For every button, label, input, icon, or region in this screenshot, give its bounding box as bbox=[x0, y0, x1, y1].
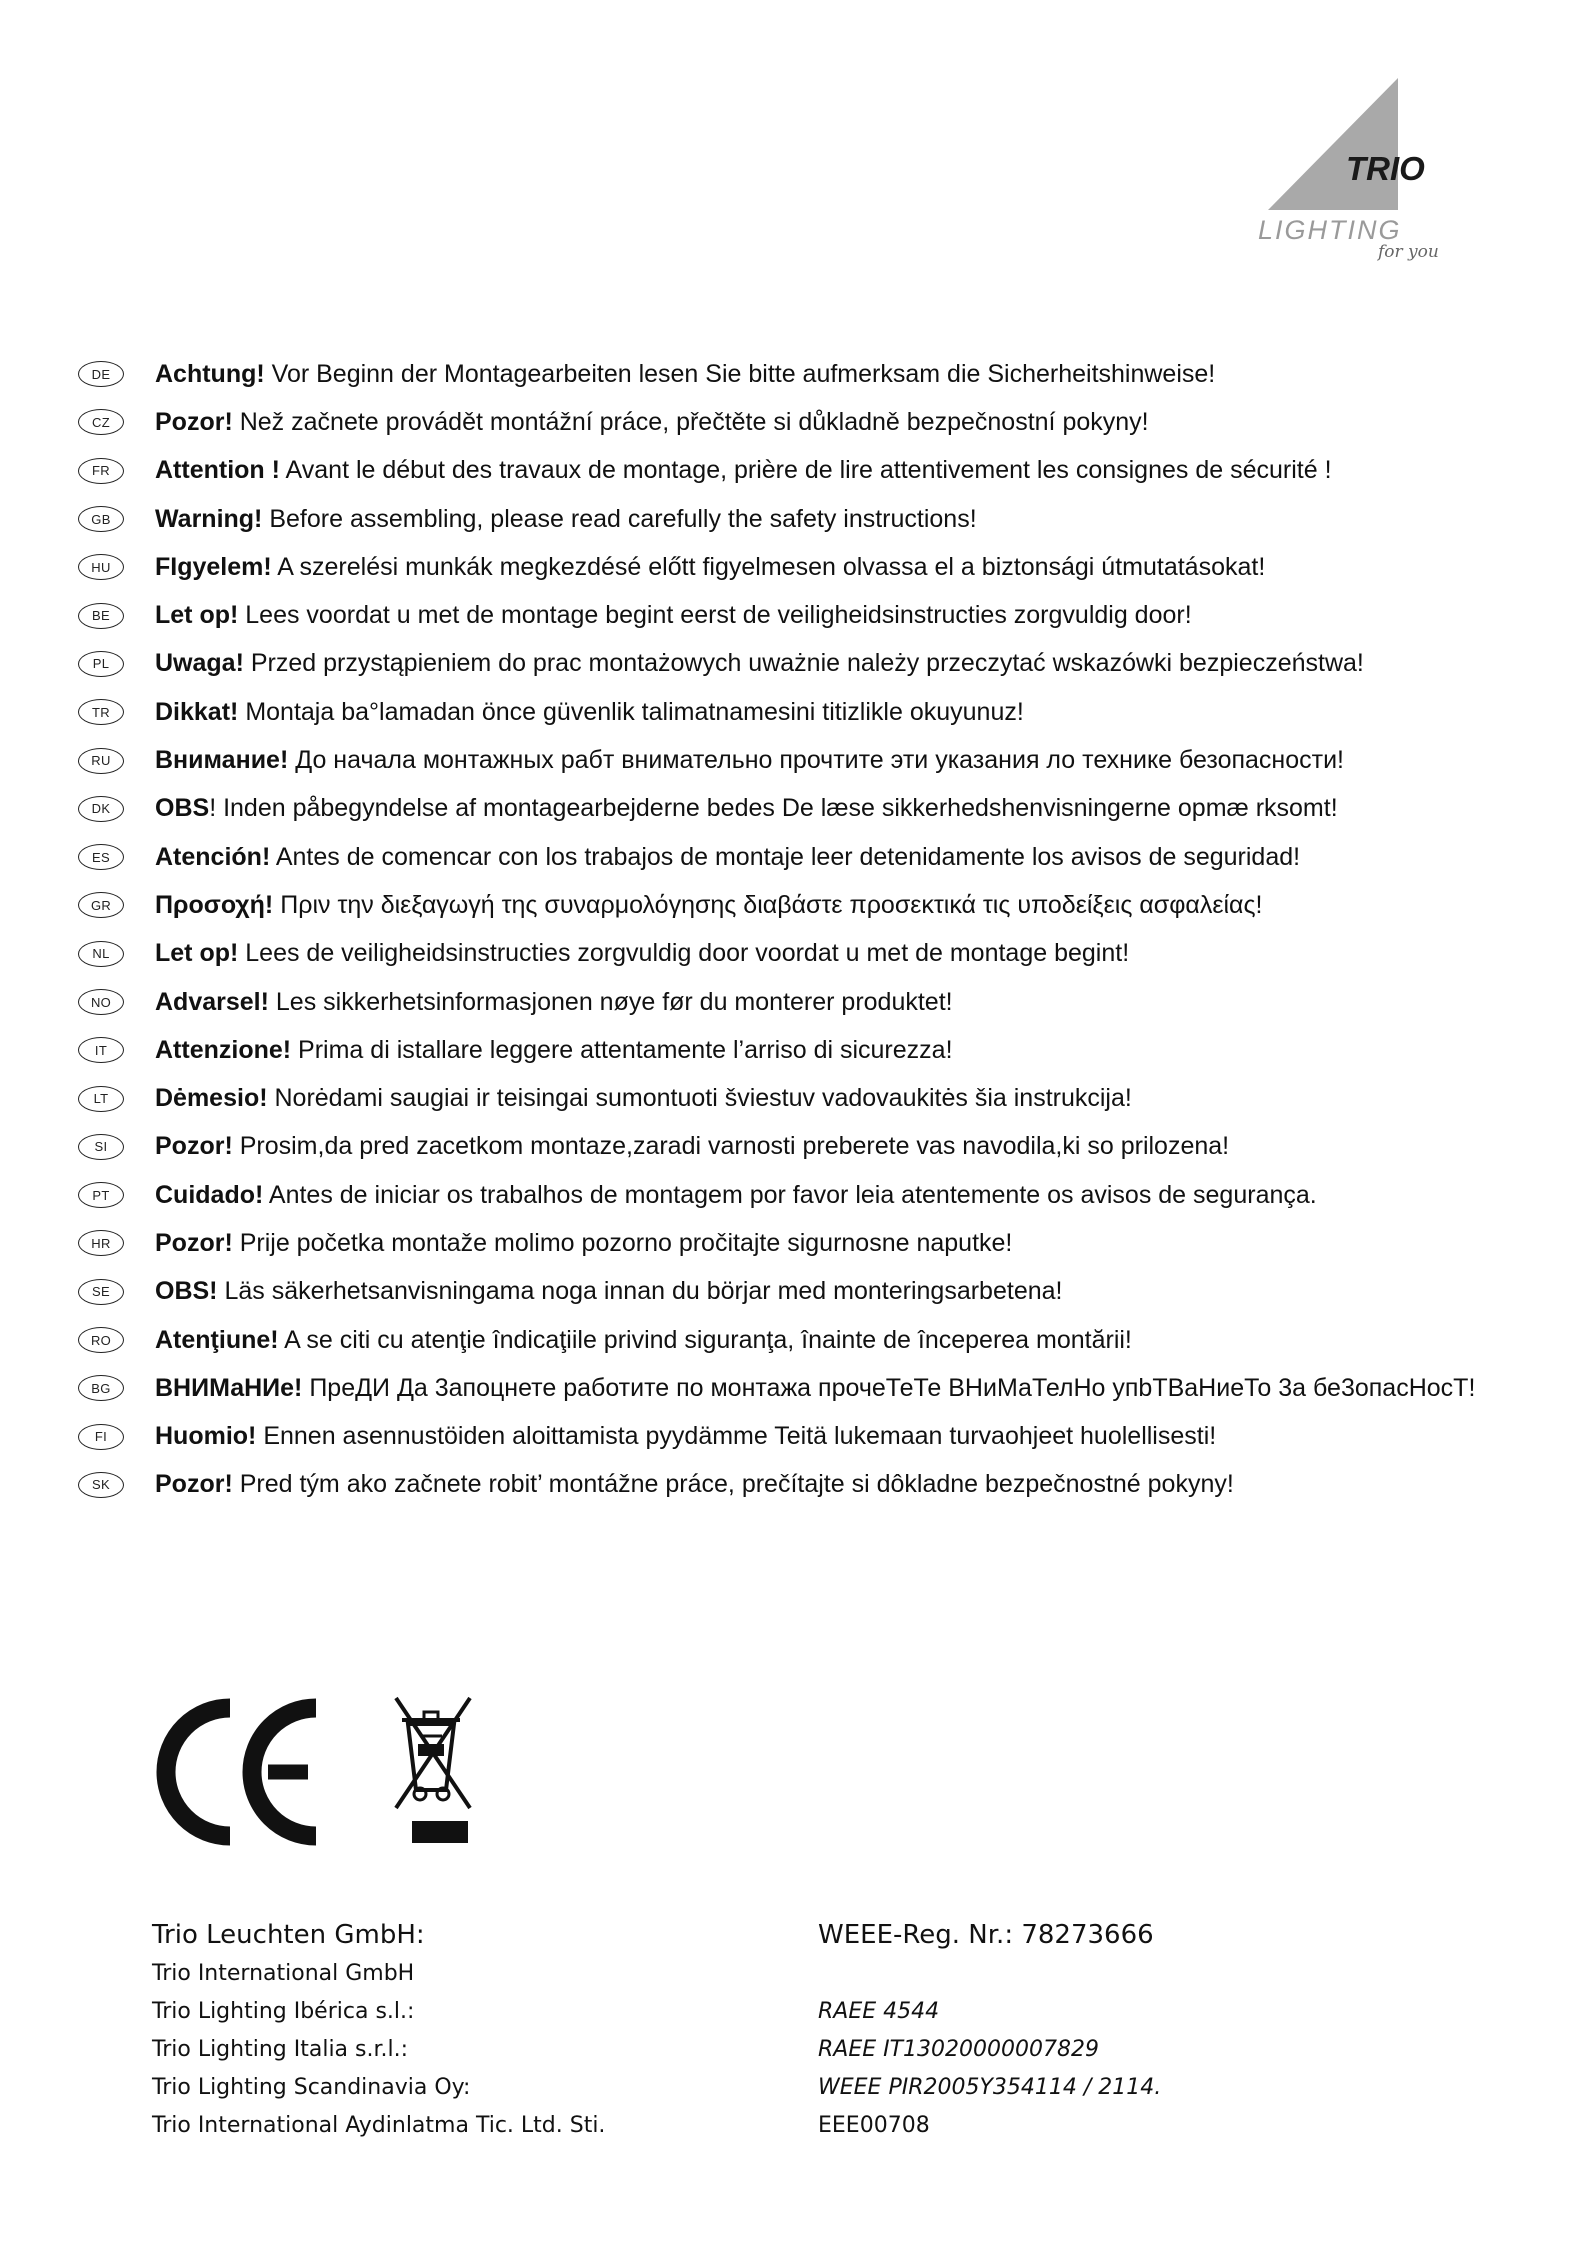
country-code-badge: PT bbox=[78, 1182, 124, 1208]
warning-row-nl bbox=[78, 930, 1558, 978]
warning-body: A se citi cu atenţie îndicaţiile privind siguranţa, înainte de începerea montării! bbox=[278, 1325, 1132, 1354]
warning-heading: Cuidado! bbox=[155, 1180, 264, 1209]
country-code-badge: DK bbox=[78, 796, 124, 822]
warning-body: Πριν την διεξαγωγή της συναρμολόγησης διαβάστε προσεκτικά τις υποδείξεις ασφαλείας! bbox=[273, 890, 1263, 919]
registration-number: RAEE IT13020000007829 bbox=[818, 2037, 1100, 2062]
warning-body: Norėdami saugiai ir teisingai sumontuoti šviestuv vadovaukitės šia instrukcija! bbox=[267, 1084, 1132, 1113]
warning-heading: OBS bbox=[155, 794, 210, 823]
warning-heading: Atención! bbox=[155, 842, 271, 871]
warning-text bbox=[155, 1277, 1062, 1306]
warning-row-bg bbox=[78, 1364, 1558, 1412]
registration-number bbox=[818, 1955, 1161, 1993]
warning-row-hu bbox=[78, 543, 1558, 591]
country-code-badge: ES bbox=[78, 844, 124, 870]
registration-number: RAEE 4544 bbox=[818, 1999, 940, 2024]
warning-body: Montaja ba°lamadan önce güvenlik talimatnamesini titizlikle okuyunuz! bbox=[238, 697, 1024, 726]
warning-text bbox=[155, 1084, 1132, 1113]
warning-heading: FIgyelem! bbox=[155, 552, 272, 581]
company-name: Trio International GmbH bbox=[152, 1961, 415, 1986]
company-name: Trio Leuchten GmbH: bbox=[152, 1920, 425, 1950]
warning-text bbox=[155, 408, 1149, 437]
warning-heading: Warning! bbox=[155, 504, 263, 533]
company-name: Trio Lighting Scandinavia Oy: bbox=[152, 2075, 471, 2100]
brand-name: TRIO bbox=[1346, 150, 1425, 187]
warning-heading: Attenzione! bbox=[155, 1035, 292, 1064]
company-name: Trio International Aydinlatma Tic. Ltd. Sti. bbox=[152, 2113, 606, 2138]
warning-body: Antes de comencar con los trabajos de montaje leer detenidamente los avisos de seguridad! bbox=[270, 842, 1301, 871]
warning-row-gb bbox=[78, 495, 1558, 543]
country-code-badge: CZ bbox=[78, 409, 124, 435]
warning-text bbox=[155, 456, 1332, 485]
company-list bbox=[152, 1915, 605, 2145]
registration-number: EEE00708 bbox=[818, 2113, 930, 2138]
warning-text bbox=[155, 891, 1263, 920]
warning-body: До начала монтажных рабт внимательно прочтите эти указания ло технике безопасности! bbox=[288, 746, 1344, 775]
warning-row-si bbox=[78, 1123, 1558, 1171]
warning-row-es bbox=[78, 833, 1558, 881]
warning-text bbox=[155, 1036, 953, 1065]
warning-text bbox=[155, 1229, 1012, 1258]
country-code-badge: LT bbox=[78, 1086, 124, 1112]
warning-heading: Uwaga! bbox=[155, 649, 244, 678]
warning-heading: ВНИМаНИе! bbox=[155, 1373, 303, 1402]
warning-row-cz bbox=[78, 398, 1558, 446]
warning-body: Ennen asennustöiden aloittamista pyydämme Teitä lukemaan turvaohjeet huolellisesti! bbox=[256, 1422, 1217, 1451]
warning-heading: Let op! bbox=[155, 939, 239, 968]
warning-row-ro bbox=[78, 1316, 1558, 1364]
country-code-badge: PL bbox=[78, 651, 124, 677]
country-code-badge: GR bbox=[78, 892, 124, 918]
warning-row-sk bbox=[78, 1461, 1558, 1509]
warning-heading: Pozor! bbox=[155, 1470, 233, 1499]
warning-text bbox=[155, 1470, 1234, 1499]
warning-text bbox=[155, 746, 1344, 775]
warning-body: Prosim,da pred zacetkom montaze,zaradi varnosti preberete vas navodila,ki so prilozena! bbox=[232, 1132, 1230, 1161]
warning-row-hr bbox=[78, 1219, 1558, 1267]
country-code-badge: SI bbox=[78, 1134, 124, 1160]
warning-body: ! Inden påbegyndelse af montagearbejderne bedes De læse sikkerhedshenvisningerne opmæ rksomt! bbox=[209, 794, 1338, 823]
weee-crossed-bin-icon bbox=[396, 1698, 470, 1843]
warning-body: Läs säkerhetsanvisningama noga innan du börjar med monteringsarbetena! bbox=[217, 1277, 1063, 1306]
warning-row-se bbox=[78, 1268, 1558, 1316]
warning-text bbox=[155, 1422, 1216, 1451]
warning-heading: Внимание! bbox=[155, 746, 289, 775]
warning-heading: OBS! bbox=[155, 1277, 218, 1306]
brand-tagline: for you bbox=[1378, 242, 1438, 262]
country-code-badge: FR bbox=[78, 458, 124, 484]
warning-heading: Dikkat! bbox=[155, 697, 239, 726]
warning-text bbox=[155, 843, 1300, 872]
warning-body: Before assembling, please read carefully the safety instructions! bbox=[262, 504, 977, 533]
warning-row-gr bbox=[78, 881, 1558, 929]
warning-text bbox=[155, 794, 1338, 823]
warning-row-tr bbox=[78, 688, 1558, 736]
country-code-badge: NO bbox=[78, 989, 124, 1015]
country-code-badge: BG bbox=[78, 1375, 124, 1401]
warning-text bbox=[155, 698, 1024, 727]
country-code-badge: RO bbox=[78, 1327, 124, 1353]
warning-text bbox=[155, 505, 977, 534]
warning-text bbox=[155, 1132, 1229, 1161]
warning-text bbox=[155, 649, 1364, 678]
country-code-badge: HU bbox=[78, 554, 124, 580]
warning-row-pt bbox=[78, 1171, 1558, 1219]
warning-body: Prije početka montaže molimo pozorno pročitajte sigurnosne naputke! bbox=[232, 1228, 1013, 1257]
company-name: Trio Lighting Ibérica s.l.: bbox=[152, 1999, 415, 2024]
certification-marks bbox=[150, 1690, 520, 1860]
warning-heading: Huomio! bbox=[155, 1422, 257, 1451]
warning-body: Lees voordat u met de montage begint eerst de veiligheidsinstructies zorgvuldig door! bbox=[238, 601, 1192, 630]
warning-body: Antes de iniciar os trabalhos de montagem por favor leia atentemente os avisos de segurança. bbox=[263, 1180, 1317, 1209]
country-code-badge: SK bbox=[78, 1472, 124, 1498]
warning-row-lt bbox=[78, 1074, 1558, 1122]
warning-body: Przed przystąpieniem do prac montażowych uważnie należy przeczytać wskazówki bezpieczeństwa! bbox=[243, 649, 1364, 678]
registration-number: WEEE-Reg. Nr.: 78273666 bbox=[818, 1920, 1154, 1950]
brand-sub: LIGHTING bbox=[1258, 215, 1402, 245]
warning-body: Avant le début des travaux de montage, prière de lire attentivement les consignes de sécurité ! bbox=[279, 456, 1332, 485]
warning-heading: Pozor! bbox=[155, 1228, 233, 1257]
warning-heading: Achtung! bbox=[155, 359, 265, 388]
warning-body: Les sikkerhetsinformasjonen nøye før du monterer produktet! bbox=[268, 987, 953, 1016]
country-code-badge: SE bbox=[78, 1279, 124, 1305]
warning-heading: Dėmesio! bbox=[155, 1084, 268, 1113]
warning-text bbox=[155, 988, 953, 1017]
warning-row-de bbox=[78, 350, 1558, 398]
warning-heading: Pozor! bbox=[155, 1132, 233, 1161]
warning-text bbox=[155, 553, 1265, 582]
registration-list bbox=[818, 1915, 1161, 2145]
warning-body: Než začnete provádět montážní práce, přečtěte si důkladně bezpečnostní pokyny! bbox=[232, 407, 1149, 436]
country-code-badge: FI bbox=[78, 1424, 124, 1450]
country-code-badge: NL bbox=[78, 941, 124, 967]
warning-body: Pred tým ako začnete robit’ montážne práce, prečítajte si dôkladne bezpečnostné pokyny! bbox=[232, 1470, 1234, 1499]
warning-heading: Let op! bbox=[155, 601, 239, 630]
warning-text bbox=[155, 939, 1129, 968]
warning-row-it bbox=[78, 1026, 1558, 1074]
warning-row-be bbox=[78, 591, 1558, 639]
warning-row-pl bbox=[78, 640, 1558, 688]
warning-row-fi bbox=[78, 1413, 1558, 1461]
warning-row-ru bbox=[78, 736, 1558, 784]
warning-heading: Atenţiune! bbox=[155, 1325, 279, 1354]
country-code-badge: BE bbox=[78, 603, 124, 629]
warning-text bbox=[155, 1326, 1132, 1355]
warning-text bbox=[155, 360, 1215, 389]
warning-body: Vor Beginn der Montagearbeiten lesen Sie bitte aufmerksam die Sicherheitshinweise! bbox=[264, 359, 1216, 388]
warning-body: A szerelési munkák megkezdésé előtt figyelmesen olvassa el a biztonsági útmutatásokat! bbox=[271, 552, 1266, 581]
warning-text bbox=[155, 1374, 1475, 1403]
warning-heading: Προσοχή! bbox=[155, 890, 274, 919]
warning-row-dk bbox=[78, 785, 1558, 833]
country-code-badge: GB bbox=[78, 506, 124, 532]
company-name: Trio Lighting Italia s.r.l.: bbox=[152, 2037, 409, 2062]
country-code-badge: TR bbox=[78, 699, 124, 725]
warning-body: Lees de veiligheidsinstructies zorgvuldig door voordat u met de montage begint! bbox=[238, 939, 1130, 968]
warning-heading: Attention ! bbox=[155, 456, 280, 485]
warning-row-no bbox=[78, 978, 1558, 1026]
country-code-badge: RU bbox=[78, 748, 124, 774]
country-code-badge: DE bbox=[78, 361, 124, 387]
country-code-badge: IT bbox=[78, 1037, 124, 1063]
country-code-badge: HR bbox=[78, 1230, 124, 1256]
warning-body: Prima di istallare leggere attentamente l’arriso di sicurezza! bbox=[291, 1035, 953, 1064]
warning-text bbox=[155, 601, 1192, 630]
ce-mark bbox=[166, 1708, 316, 1836]
safety-warnings-list bbox=[78, 350, 1558, 1509]
warning-heading: Advarsel! bbox=[155, 987, 269, 1016]
registration-number: WEEE PIR2005Y354114 / 2114. bbox=[818, 2075, 1162, 2100]
warning-body: ПреДИ Да 3апоцнете работите по монтажа прочеТеТе ВНиМаТелНо упbТВаНиеТо 3а бе3опасНосТ! bbox=[302, 1373, 1476, 1402]
trio-lighting-logo bbox=[1258, 70, 1438, 270]
warning-text bbox=[155, 1181, 1317, 1210]
warning-heading: Pozor! bbox=[155, 407, 233, 436]
warning-row-fr bbox=[78, 447, 1558, 495]
